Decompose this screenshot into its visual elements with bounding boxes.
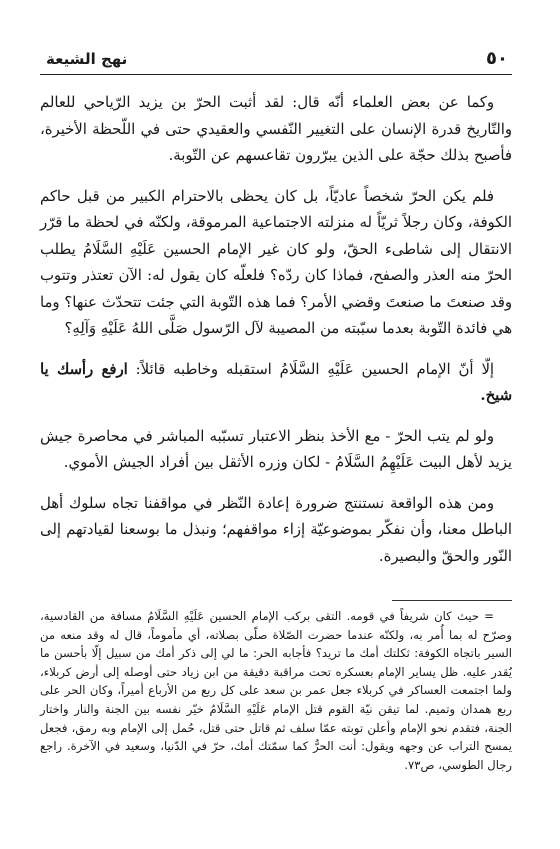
page-number: ٥٠: [486, 48, 508, 69]
footnote-divider: [392, 600, 512, 601]
running-title: نهج الشيعة: [46, 50, 128, 68]
paragraph-1: وكما عن بعض العلماء أنّه قال: لقد أثبت الحرّ بن يزيد الرّياحي للعالم والتّاريخ قدرة الإنسان على التغيير النّفسي والعقيدي حتى في اللّحظة الأخيرة، فأصبح بذلك حجّة على الذين يبرّرون تقاعسهم عن التّوبة.: [40, 94, 512, 164]
paragraph-4: ولو لم يتب الحرّ - مع الأخذ بنظر الاعتبار تسبّبه المباشر في محاصرة جيش يزيد لأهل البيت عَلَيْهِمُ السَّلَامُ - لكان وزره الأثقل بين أفراد الجيش الأموي.: [40, 427, 512, 471]
paragraph-5: ومن هذه الواقعة نستنتج ضرورة إعادة النّظر في مواقفنا تجاه سلوك أهل الباطل معنا، وأن نفكّر بموضوعيّة إزاء مواقفهم؛ ونبذل ما بوسعنا لقيادتهم إلى النّور والحقّ والبصيرة.: [40, 494, 512, 565]
footnotes: [40, 600, 512, 774]
footnote-text: = حيث كان شريفاً في قومه. التقى بركب الإمام الحسين عَلَيْهِ السَّلَامُ مسافة من القادسية، وصرّح له بما أُمر به، ولكنّه عندما حضرت الصّلاة صلّى بصلاته، أي مأموماً، قال له وقد منعه من السير باتجاه الكوفة: ثكلتك أمك ما تريد؟ فأجابه الحر: ما لي إلى ذكر أمك من سبيل إلّا بأحسن ما يُقدر عليه. ظل يساير الإمام بعسكره تحت مراقبة دقيقة من ابن زياد حتى أوصله إلى أرض كربلاء، ولما اجتمعت العساكر في كربلاء جعل عمر بن سعد على كل ربع من الأرباع أميراً، وكان الحر على ربع همدان وتميم. لما تيقن نيّة القوم قتل الإمام عَلَيْهِ السَّلَامُ خيّر نفسه بين الجنة والنار واختار الجنة، فتقدم نحو الإمام وأعلن توبته عمّا سلف ثم قاتل حتى قتل، حُمل إلى الإمام وبه رمق، فجعل يمسح التراب عن وجهه ويقول: أنت الحرُّ كما سمّتك أمك، حرّ في الدّنيا، وسعيد في الآخرة. راجع رجال الطوسي، ص٧٣.: [40, 609, 512, 772]
main-text: [40, 90, 512, 584]
paragraph-3: [40, 357, 512, 410]
quoted-speech: ارفع رأسك يا شيخ.: [40, 360, 512, 404]
paragraph-3-text: إلّا أنّ الإمام الحسين عَلَيْهِ السَّلَامُ استقبله وخاطبه قائلاً:: [127, 360, 494, 378]
page-header: [40, 46, 512, 75]
paragraph-2: فلم يكن الحرّ شخصاً عاديّاً، بل كان يحظى بالاحترام الكبير من قبل حاكم الكوفة، وكان رجلاً ثريّاً له منزلته الاجتماعية المرموقة، ولكنّه في لحظة ما قرّر الانتقال إلى شاطىء الحقّ، ولو كان غير الإمام الحسين عَلَيْهِ السَّلَامُ يطلب الحرّ منه العذر والصفح، فماذا كان ردّه؟ فلعلّه كان يقول له: الآن تعتذر وتتوب وقد صنعتَ ما صنعتَ وقضي الأمر؟ فما هذه التّوبة التي جئت تتحدّث عنها؟ وما هي فائدة التّوبة بعدما سبّبته من المصيبة لآل الرّسول صَلَّى اللهُ عَلَيْهِ وَآلِهِ؟: [40, 187, 512, 337]
